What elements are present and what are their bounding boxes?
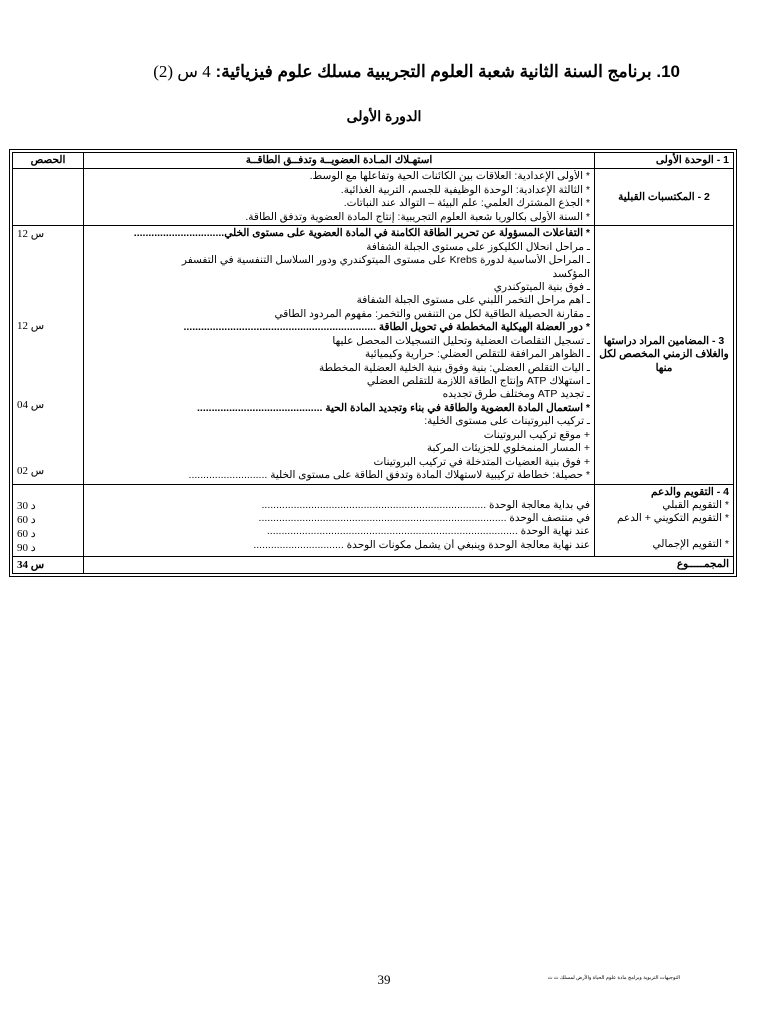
- program-table: [12, 152, 734, 574]
- content-hours-spacer: [17, 438, 79, 451]
- content-hours-spacer: [17, 280, 79, 293]
- topic-header: استهـلاك المـادة العضويــة وتدفــق الطاقــة: [84, 153, 595, 169]
- prerequisites-label: 2 - المكتسبات القبلية: [595, 169, 734, 226]
- total-hours: 34 س: [17, 558, 45, 571]
- prerequisites-list: [84, 169, 595, 226]
- prerequisites-hours: [13, 169, 84, 226]
- prerequisite-item: * السنة الأولى بكالوريا شعبة العلوم التجريبية: إنتاج المادة العضوية وتدفق الطاقة.: [245, 210, 590, 223]
- content-item: + المسار المنمخلوي للجزيئات المركبة: [426, 442, 590, 455]
- evaluation-descriptions: [84, 484, 595, 556]
- prerequisite-item: * الجذع المشترك العلمي: علم البيئة – التوالد عند النباتات.: [343, 197, 590, 210]
- content-hours-spacer: [17, 254, 79, 267]
- evaluation-hours-value: 30 د: [17, 499, 36, 512]
- total-hours-cell: [13, 556, 84, 573]
- content-item: ـ تجديد ATP ومختلف طرق تجديده: [442, 388, 590, 401]
- evaluation-type: * التقويم القبلي: [662, 498, 729, 511]
- page-subtitle: الدورة الأولى: [346, 108, 422, 124]
- content-item: ـ مراحل انحلال الكليكوز على مستوى الجبلة الشفافة: [366, 240, 590, 253]
- content-hours-spacer: [17, 425, 79, 438]
- content-section-heading: * دور العضلة الهيكلية المخططة في تحويل الطاقة ..................................................................: [183, 321, 590, 334]
- unit-header: 1 - الوحدة الأولى: [595, 153, 734, 169]
- evaluation-type: * التقويم الإجمالي: [652, 537, 729, 550]
- program-table-frame: [9, 149, 737, 577]
- evaluation-hours-spacer: [17, 486, 79, 499]
- content-hours-spacer: [17, 267, 79, 280]
- evaluation-hours-value: 60 د: [17, 513, 36, 526]
- content-item: ـ استهلاك ATP وإنتاج الطاقة اللازمة للتقلص العضلي: [366, 375, 590, 387]
- content-section-heading: * استعمال المادة العضوية والطاقة في بناء وتجديد المادة الحية ...........................................: [197, 401, 590, 414]
- hours-header: الحصص: [13, 153, 84, 169]
- contents-row: [13, 226, 734, 484]
- total-label: المجمـــــوع: [676, 557, 729, 570]
- content-item: * حصيلة: خطاطة تركيبية لاستهلاك المادة وتدفق الطاقة على مستوى الخلية ...........................: [188, 469, 590, 482]
- evaluation-hours: [13, 484, 84, 556]
- content-item: ـ مقارنة الحصيلة الطاقية لكل من التنفس والتخمر: مفهوم المردود الطاقي: [274, 307, 590, 320]
- evaluation-label: 4 - التقويم والدعم: [651, 485, 729, 498]
- prerequisite-item: * الثالثة الإعدادية: الوحدة الوظيفية للجسم، التربية الغذائية.: [340, 183, 590, 196]
- content-item: ـ المراحل الأساسية لدورة Krebs على مستوى الميتوكندري ودور السلاسل التنفسية في التفسفر: [181, 254, 590, 267]
- content-hours-spacer: [17, 241, 79, 254]
- contents-list: [84, 226, 595, 484]
- content-item: + موقع تركيب البروتينات: [483, 428, 590, 441]
- footer-note: التوجيهات التربوية وبرامج مادة علوم الحياة والأرض لمسلك ث ث: [547, 975, 680, 981]
- page-number: 39: [377, 972, 391, 987]
- content-hours-spacer: [17, 293, 79, 306]
- prerequisites-row: [13, 169, 734, 226]
- page-title: [60, 62, 680, 82]
- title-hours: 4 س (2): [153, 62, 211, 81]
- total-row: [13, 556, 734, 573]
- total-spacer: [84, 556, 595, 573]
- evaluation-hours-value: 90 د: [17, 541, 36, 554]
- content-item: ـ تسجيل التقلصات العضلية وتحليل التسجيلات المحصل عليها: [332, 334, 590, 347]
- evaluation-types: [595, 484, 734, 556]
- total-label-cell: [595, 556, 734, 573]
- evaluation-row: [13, 484, 734, 556]
- content-item: ـ فوق بنية الميتوكندري: [493, 280, 590, 293]
- content-hours-value: 02 س: [17, 465, 45, 478]
- content-hours-spacer: [17, 412, 79, 425]
- content-hours-spacer: [17, 306, 79, 319]
- table-header-row: [13, 153, 734, 169]
- content-item: ـ أهم مراحل التخمر اللبني على مستوى الجبلة الشفافة: [356, 294, 590, 307]
- title-main: 10. برنامج السنة الثانية شعبة العلوم التجريبية مسلك علوم فيزيائية:: [215, 62, 680, 81]
- evaluation-description: عند نهاية معالجة الوحدة وينبغي أن يشمل مكونات الوحدة ...............................: [253, 538, 590, 551]
- evaluation-description: في منتصف الوحدة .....................................................................................: [258, 511, 590, 524]
- content-item: ـ تركيب البروتينات على مستوى الخلية:: [424, 415, 590, 428]
- content-hours-spacer: [17, 451, 79, 464]
- content-hours-value: 04 س: [17, 399, 45, 412]
- evaluation-type: * التقويم التكويني + الدعم: [616, 511, 729, 524]
- content-item: المؤكسد: [552, 267, 590, 280]
- content-hours-spacer: [17, 372, 79, 385]
- evaluation-description: عند نهاية الوحدة ......................................................................................: [266, 525, 590, 538]
- content-item: + فوق بنية العضيات المتدخلة في تركيب البروتينات: [373, 455, 590, 468]
- content-hours-spacer: [17, 385, 79, 398]
- content-hours-value: 12 س: [17, 320, 45, 333]
- content-hours-spacer: [17, 346, 79, 359]
- content-item: ـ آليات التقلص العضلي: بنية وفوق بنية الخلية العضلية المخططة: [318, 361, 590, 374]
- content-hours-spacer: [17, 333, 79, 346]
- contents-hours: [13, 226, 84, 484]
- content-section-heading: * التفاعلات المسؤولة عن تحرير الطاقة الكامنة في المادة العضوية على مستوى الخلي...............................: [133, 227, 590, 240]
- evaluation-hours-value: 60 د: [17, 527, 36, 540]
- content-item: ـ الظواهر المرافقة للتقلص العضلي: حرارية وكيميائية: [365, 348, 590, 361]
- contents-label: 3 - المضامين المراد دراستها والغلاف الزمني المخصص لكل منها: [595, 226, 734, 484]
- evaluation-type: [599, 525, 729, 538]
- prerequisite-item: * الأولى الإعدادية: العلاقات بين الكائنات الحية وتفاعلها مع الوسط.: [309, 170, 590, 183]
- evaluation-description: في بداية معالجة الوحدة .............................................................................: [261, 498, 590, 511]
- content-hours-value: 12 س: [17, 228, 45, 241]
- evaluation-desc-spacer: [88, 486, 590, 499]
- content-hours-spacer: [17, 359, 79, 372]
